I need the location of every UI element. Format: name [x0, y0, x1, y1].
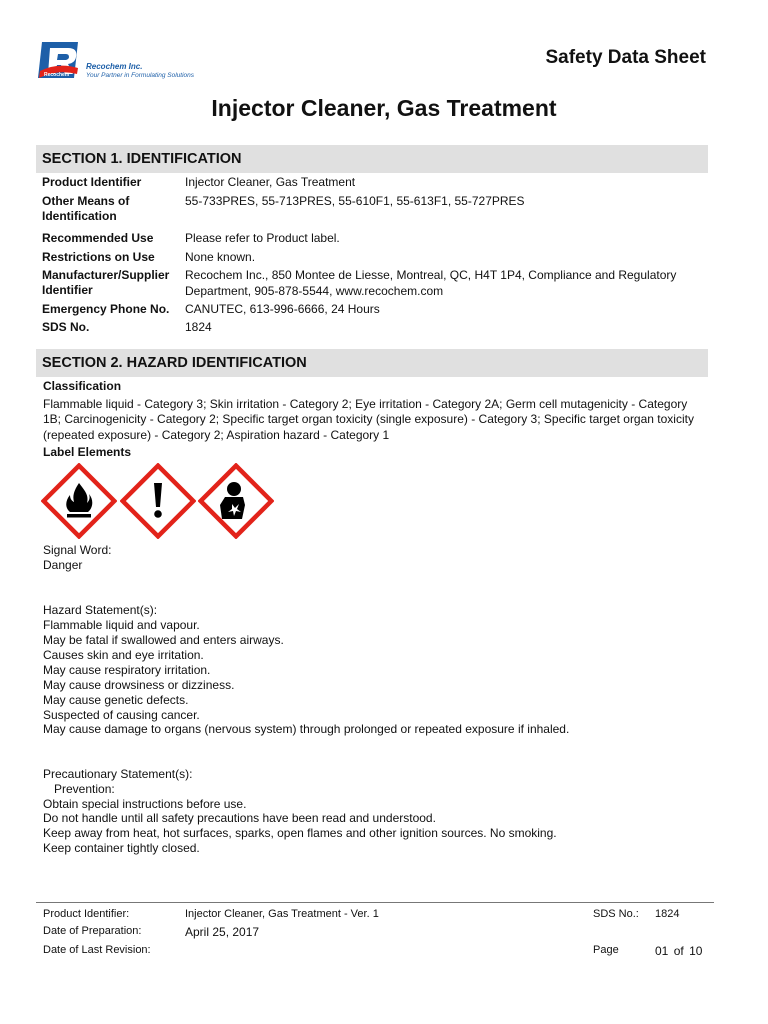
footer-product-identifier-value: Injector Cleaner, Gas Treatment - Ver. 1 [185, 908, 379, 920]
value-manufacturer: Recochem Inc., 850 Montee de Liesse, Montreal, QC, H4T 1P4, Compliance and Regulatory Department, 905-878-5544, www.recochem.com [185, 268, 677, 298]
footer-page-label: Page [593, 944, 619, 956]
section-2-header [36, 349, 708, 377]
health-hazard-pictogram-icon [198, 463, 274, 539]
section-1-heading: SECTION 1. IDENTIFICATION [42, 151, 242, 167]
document-type: Safety Data Sheet [545, 47, 706, 68]
classification-heading: Classification [43, 379, 122, 393]
flame-pictogram-icon [41, 463, 117, 539]
footer-sds-no-value: 1824 [655, 908, 680, 920]
footer-date-prep-value: April 25, 2017 [185, 925, 260, 939]
page-total: 10 [689, 944, 703, 958]
footer-page-number [655, 944, 702, 958]
value-emergency-phone: CANUTEC, 613-996-6666, 24 Hours [185, 302, 380, 316]
label-elements-heading: Label Elements [43, 445, 132, 459]
label-emergency-phone: Emergency Phone No. [42, 302, 170, 316]
value-sds-no: 1824 [185, 320, 212, 334]
prevention-statement: Keep container tightly closed. [43, 841, 200, 855]
label-restrictions-on-use: Restrictions on Use [42, 250, 155, 264]
section-2-heading: SECTION 2. HAZARD IDENTIFICATION [42, 355, 307, 371]
signal-word-label: Signal Word: [43, 543, 112, 557]
label-recommended-use: Recommended Use [42, 231, 154, 245]
prevention-statement: Do not handle until all safety precautions have been read and understood. [43, 811, 436, 825]
footer-date-prep-label: Date of Preparation: [43, 925, 142, 937]
label-other-means: Other Means of Identification [42, 194, 130, 223]
value-product-identifier: Injector Cleaner, Gas Treatment [185, 175, 356, 189]
footer-product-identifier-label: Product Identifier: [43, 908, 130, 920]
footer-divider [36, 902, 714, 903]
logo-company-name: Recochem Inc. [86, 62, 143, 71]
footer-date-rev-label: Date of Last Revision: [43, 944, 151, 956]
hazard-statement: Flammable liquid and vapour. [43, 618, 200, 632]
logo-badge-text: Recochem [44, 72, 70, 78]
classification-text: Flammable liquid - Category 3; Skin irritation - Category 2; Eye irritation - Category 2A; Germ cell mutagenicity - Category 1B; Carcinogenicity - Category 2; Specific target organ toxicity (single exposure) - Category 3; Specific target organ toxicity (repeated exposure) - Category 2; Aspiration hazard - Category 1 [43, 397, 694, 442]
hazard-statement: Suspected of causing cancer. [43, 708, 200, 722]
hazard-statement: May cause damage to organs (nervous system) through prolonged or repeated exposure if inhaled. [43, 722, 570, 736]
exclamation-mark-pictogram-icon [120, 463, 196, 539]
hazard-statements-heading: Hazard Statement(s): [43, 603, 158, 617]
hazard-statement: May cause drowsiness or dizziness. [43, 678, 235, 692]
hazard-statement: May cause respiratory irritation. [43, 663, 211, 677]
footer-sds-no-label: SDS No.: [593, 908, 639, 920]
precautionary-heading: Precautionary Statement(s): [43, 767, 193, 781]
hazard-statement: May cause genetic defects. [43, 693, 189, 707]
prevention-statement: Obtain special instructions before use. [43, 797, 247, 811]
page-current: 01 [655, 944, 669, 958]
hazard-statement: Causes skin and eye irritation. [43, 648, 204, 662]
logo-tagline: Your Partner in Formulating Solutions [86, 72, 195, 79]
product-title: Injector Cleaner, Gas Treatment [211, 95, 557, 121]
prevention-statement: Keep away from heat, hot surfaces, sparks, open flames and other ignition sources. No smoking. [43, 826, 557, 840]
prevention-heading: Prevention: [54, 782, 115, 796]
label-product-identifier: Product Identifier [42, 175, 142, 189]
value-restrictions-on-use: None known. [185, 250, 256, 264]
page-of: of [673, 944, 684, 958]
section-1-header [36, 145, 708, 173]
hazard-statement: May be fatal if swallowed and enters airways. [43, 633, 284, 647]
label-sds-no: SDS No. [42, 320, 90, 334]
value-other-means: 55-733PRES, 55-713PRES, 55-610F1, 55-613F1, 55-727PRES [185, 194, 525, 208]
value-recommended-use: Please refer to Product label. [185, 231, 340, 245]
signal-word: Danger [43, 558, 83, 572]
label-manufacturer: Manufacturer/Supplier Identifier [42, 268, 170, 297]
